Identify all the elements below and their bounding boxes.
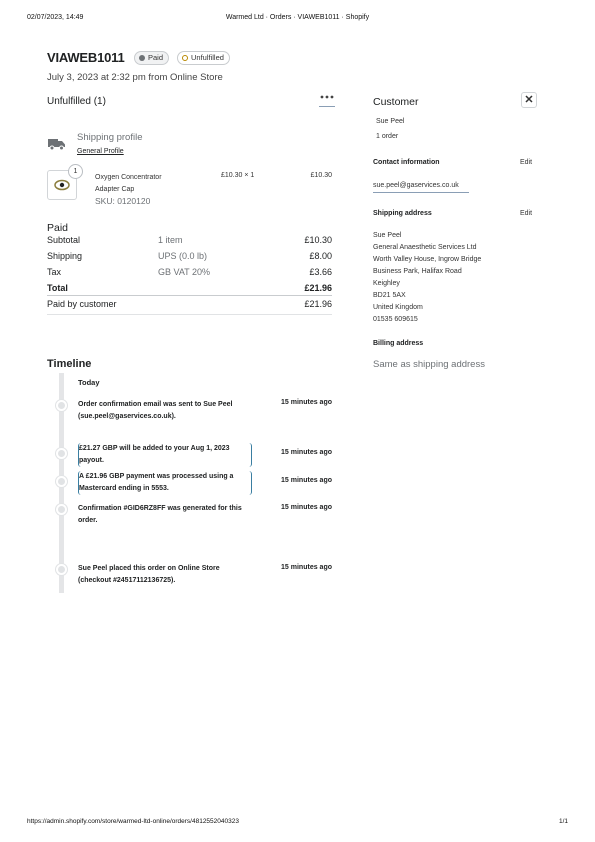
payment-row-subtotal bbox=[47, 235, 332, 247]
timeline-event-line: Mastercard ending in 5553. bbox=[79, 485, 169, 492]
payment-row-shipping bbox=[47, 251, 332, 263]
order-subtitle: July 3, 2023 at 2:32 pm from Online Store bbox=[47, 72, 223, 83]
edit-shipping-address-button[interactable]: Edit bbox=[520, 210, 533, 217]
contact-info-heading: Contact information bbox=[373, 159, 440, 166]
timeline-event-line: A £21.96 GBP payment was processed using a bbox=[79, 473, 234, 480]
remove-customer-button[interactable] bbox=[521, 92, 537, 108]
payment-row-amount: £3.66 bbox=[309, 267, 332, 277]
payment-row-label: Subtotal bbox=[47, 235, 81, 245]
unfulfilled-badge-label: Unfulfilled bbox=[191, 53, 224, 62]
timeline-event-time: 15 minutes ago bbox=[281, 477, 332, 484]
timeline-event-dot bbox=[56, 564, 67, 575]
product-name-line-2: Adapter Cap bbox=[95, 185, 135, 193]
timeline-event-text[interactable] bbox=[78, 443, 252, 467]
timeline-event-time: 15 minutes ago bbox=[281, 564, 332, 571]
customer-title: Customer bbox=[373, 96, 419, 108]
payment-row-tax bbox=[47, 267, 332, 279]
timeline-event-line: payout. bbox=[79, 457, 104, 464]
paid-by-customer-amount: £21.96 bbox=[304, 299, 332, 309]
timeline-event-time: 15 minutes ago bbox=[281, 399, 332, 406]
address-line: General Anaesthetic Services Ltd bbox=[373, 244, 477, 251]
payment-row-total bbox=[47, 283, 332, 295]
address-line: 01535 609615 bbox=[373, 316, 418, 323]
product-name[interactable] bbox=[95, 172, 195, 195]
timeline-event-text[interactable] bbox=[78, 471, 252, 495]
close-icon: ✕ bbox=[524, 94, 534, 106]
order-title: VIAWEB1011 bbox=[47, 50, 125, 65]
payment-row-amount: £8.00 bbox=[309, 251, 332, 261]
timeline-event-text bbox=[78, 563, 258, 587]
more-actions-button[interactable] bbox=[319, 93, 335, 105]
timeline-event-dot bbox=[56, 476, 67, 487]
payment-row-detail: 1 item bbox=[158, 235, 183, 245]
payment-total-amount: £21.96 bbox=[304, 283, 332, 293]
timeline-event-line: Confirmation #GID6RZ8FF was generated for this bbox=[78, 505, 242, 512]
address-line: Business Park, Halifax Road bbox=[373, 268, 462, 275]
billing-address-value: Same as shipping address bbox=[373, 359, 485, 370]
paid-by-customer-label: Paid by customer bbox=[47, 299, 117, 309]
timeline-event-line: (checkout #24517112136725). bbox=[78, 577, 176, 584]
timeline-event-text bbox=[78, 503, 258, 527]
shipping-address-heading: Shipping address bbox=[373, 210, 432, 217]
address-line: Worth Valley House, Ingrow Bridge bbox=[373, 256, 482, 263]
address-line: United Kingdom bbox=[373, 304, 423, 311]
paid-dot-icon bbox=[139, 55, 145, 61]
timeline-event-line: order. bbox=[78, 517, 98, 524]
payment-row-detail: GB VAT 20% bbox=[158, 267, 211, 277]
print-page-number: 1/1 bbox=[558, 818, 568, 825]
timeline-event-text bbox=[78, 399, 258, 423]
timeline-event-line: (sue.peel@gaservices.co.uk). bbox=[78, 413, 176, 420]
print-page-title: Warmed Ltd · Orders · VIAWEB1011 · Shopify bbox=[225, 14, 370, 21]
truck-icon bbox=[48, 137, 66, 151]
unfulfilled-dot-icon bbox=[182, 55, 188, 61]
paid-status-badge bbox=[134, 51, 169, 65]
timeline-title: Timeline bbox=[47, 358, 92, 370]
product-line-total: £10.30 bbox=[310, 172, 332, 179]
address-line: Sue Peel bbox=[373, 232, 402, 239]
payment-row-label: Tax bbox=[47, 267, 62, 277]
payment-bottom-divider bbox=[47, 314, 332, 315]
edit-contact-button[interactable]: Edit bbox=[520, 159, 533, 166]
payment-row-paid-by-customer bbox=[47, 299, 332, 311]
general-profile-link[interactable]: General Profile bbox=[77, 148, 124, 155]
paid-badge-label: Paid bbox=[148, 53, 164, 62]
timeline-event-line: Order confirmation email was sent to Sue Peel bbox=[78, 401, 233, 408]
customer-email-link[interactable]: sue.peel@gaservices.co.uk bbox=[373, 180, 469, 193]
timeline-event-line: Sue Peel placed this order on Online Store bbox=[78, 565, 220, 572]
timeline-day-label: Today bbox=[78, 378, 100, 387]
timeline-event-line: £21.27 GBP will be added to your Aug 1, 2023 bbox=[79, 445, 230, 452]
payment-divider bbox=[47, 295, 332, 296]
payment-row-detail: UPS (0.0 lb) bbox=[158, 251, 208, 261]
customer-orders-count[interactable]: 1 order bbox=[376, 133, 399, 140]
print-url: https://admin.shopify.com/store/warmed-ltd-online/orders/4812552040323 bbox=[27, 818, 239, 825]
timeline-event-dot bbox=[56, 448, 67, 459]
address-line: Keighley bbox=[373, 280, 400, 287]
payment-row-label: Shipping bbox=[47, 251, 83, 261]
timeline-event-time: 15 minutes ago bbox=[281, 449, 332, 456]
shipping-profile-label: Shipping profile bbox=[77, 132, 143, 143]
product-unit-price: £10.30 × 1 bbox=[221, 172, 255, 179]
unfulfilled-title: Unfulfilled (1) bbox=[47, 96, 106, 107]
payment-row-amount: £10.30 bbox=[304, 235, 332, 245]
product-name-line-1: Oxygen Concentrator bbox=[95, 174, 162, 181]
timeline-event-dot bbox=[56, 504, 67, 515]
print-datetime: 02/07/2023, 14:49 bbox=[27, 14, 84, 21]
quantity-badge: 1 bbox=[68, 164, 83, 179]
payment-total-label: Total bbox=[47, 283, 68, 293]
fulfillment-status-badge bbox=[177, 51, 230, 65]
payment-title: Paid bbox=[47, 222, 69, 234]
timeline-event-dot bbox=[56, 400, 67, 411]
more-actions-underline bbox=[319, 106, 335, 107]
shipping-address bbox=[373, 230, 481, 326]
billing-address-heading: Billing address bbox=[373, 340, 424, 347]
more-horizontal-icon bbox=[319, 93, 335, 101]
address-line: BD21 5AX bbox=[373, 292, 406, 299]
customer-name-link[interactable]: Sue Peel bbox=[376, 118, 405, 125]
timeline-event-time: 15 minutes ago bbox=[281, 504, 332, 511]
product-sku: SKU: 0120120 bbox=[95, 196, 151, 206]
